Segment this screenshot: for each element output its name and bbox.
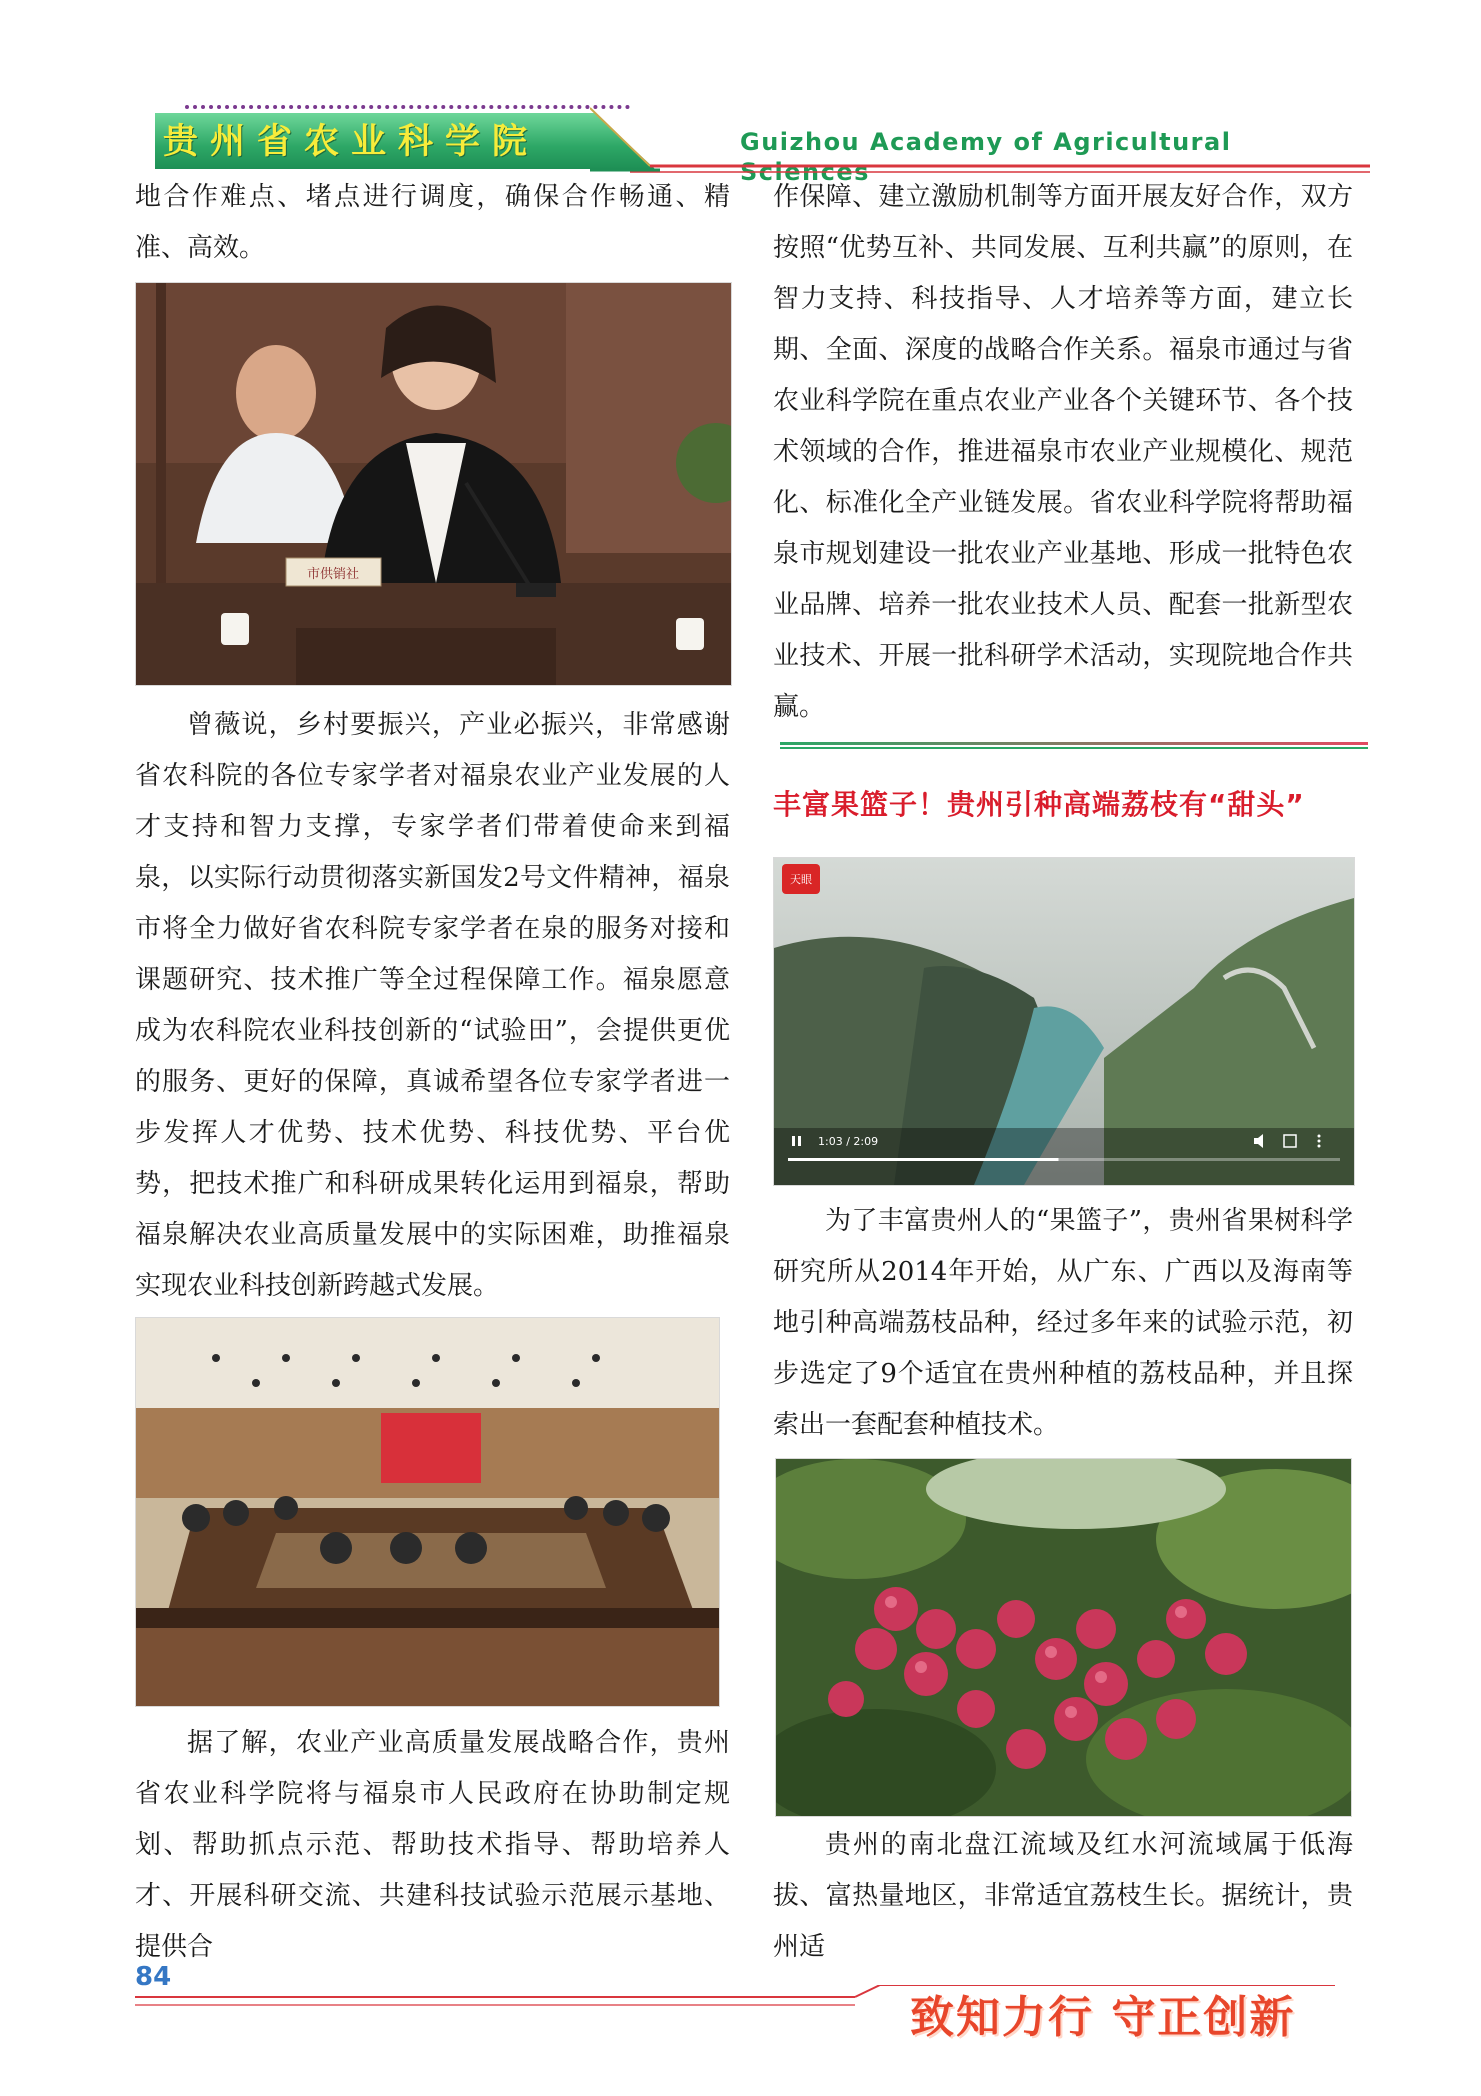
header-rule: [590, 100, 1370, 186]
conference-room-photo: [135, 1317, 720, 1707]
right-para-1: 作保障、建立激励机制等方面开展友好合作，双方按照“优势互补、共同发展、互利共赢”的原则，在智力支持、科技指导、人才培养等方面，建立长期、全面、深度的战略合作关系。福泉市通过与省农业科学院在重点农业产业各个关键环节、各个技术领域的合作，推进福泉市农业产业规模化、规范化、标准化全产业链发展。省农业科学院将帮助福泉市规划建设一批农业产业基地、形成一批特色农业品牌、培养一批农业技术人员、配套一批新型农业技术、开展一批科研学术活动，实现院地合作共赢。: [773, 182, 1353, 722]
left-para-2: 曾薇说，乡村要振兴，产业必振兴，非常感谢省农科院的各位专家学者对福泉农业产业发展的人才支持和智力支撑，专家学者们带着使命来到福泉，以实际行动贯彻落实新国发2号文件精神，福泉市将全力做好省农科院专家学者在泉的服务对接和课题研究、技术推广等全过程保障工作。福泉愿意成为农科院农业科技创新的“试验田”，会提供更优的服务、更好的保障，真诚希望各位专家学者进一步发挥人才优势、技术优势、科技优势、平台优势，把技术推广和科研成果转化运用到福泉，帮助福泉解决农业高质量发展中的实际困难，助推福泉实现农业科技创新跨越式发展。: [135, 710, 730, 1301]
right-para-3: 贵州的南北盘江流域及红水河流域属于低海拔、富热量地区，非常适宜荔枝生长。据统计，贵州适: [773, 1830, 1353, 1962]
right-para-2: 为了丰富贵州人的“果篮子”，贵州省果树科学研究所从2014年开始，从广东、广西以及海南等地引种高端荔枝品种，经过多年来的试验示范，初步选定了9个适宜在贵州种植的荔枝品种，并且探索出一套配套种植技术。: [773, 1206, 1353, 1440]
meeting-speaker-photo: [135, 282, 732, 686]
left-para-1: 地合作难点、堵点进行调度，确保合作畅通、精准、高效。: [135, 182, 730, 263]
channel-logo-text: 天眼: [790, 873, 812, 886]
left-para-3: 据了解，农业产业高质量发展战略合作，贵州省农业科学院将与福泉市人民政府在协助制定规划、帮助抓点示范、帮助技术指导、帮助培养人才、开展科研交流、共建科技试验示范展示基地、提供合: [135, 1728, 730, 1962]
header-dots: [185, 105, 630, 109]
name-card-text: 市供销社: [306, 567, 360, 582]
header-title-en: Guizhou Academy of Agricultural Sciences: [740, 128, 1232, 186]
section-divider: [780, 740, 1368, 754]
more-options-icon[interactable]: [1318, 1135, 1321, 1148]
video-progress-fill: [788, 1158, 1058, 1161]
page-number: 84: [135, 1962, 172, 1992]
header-title-cn: 贵州省农业科学院: [163, 122, 540, 162]
lychee-photo: [775, 1458, 1352, 1817]
video-time: 1:03 / 2:09: [818, 1135, 879, 1148]
footer-motto: 致知力行 守正创新: [910, 1992, 1296, 2043]
video-player[interactable]: [773, 857, 1355, 1186]
section-title: 丰富果篮子！贵州引种高端荔枝有“甜头”: [773, 788, 1305, 821]
